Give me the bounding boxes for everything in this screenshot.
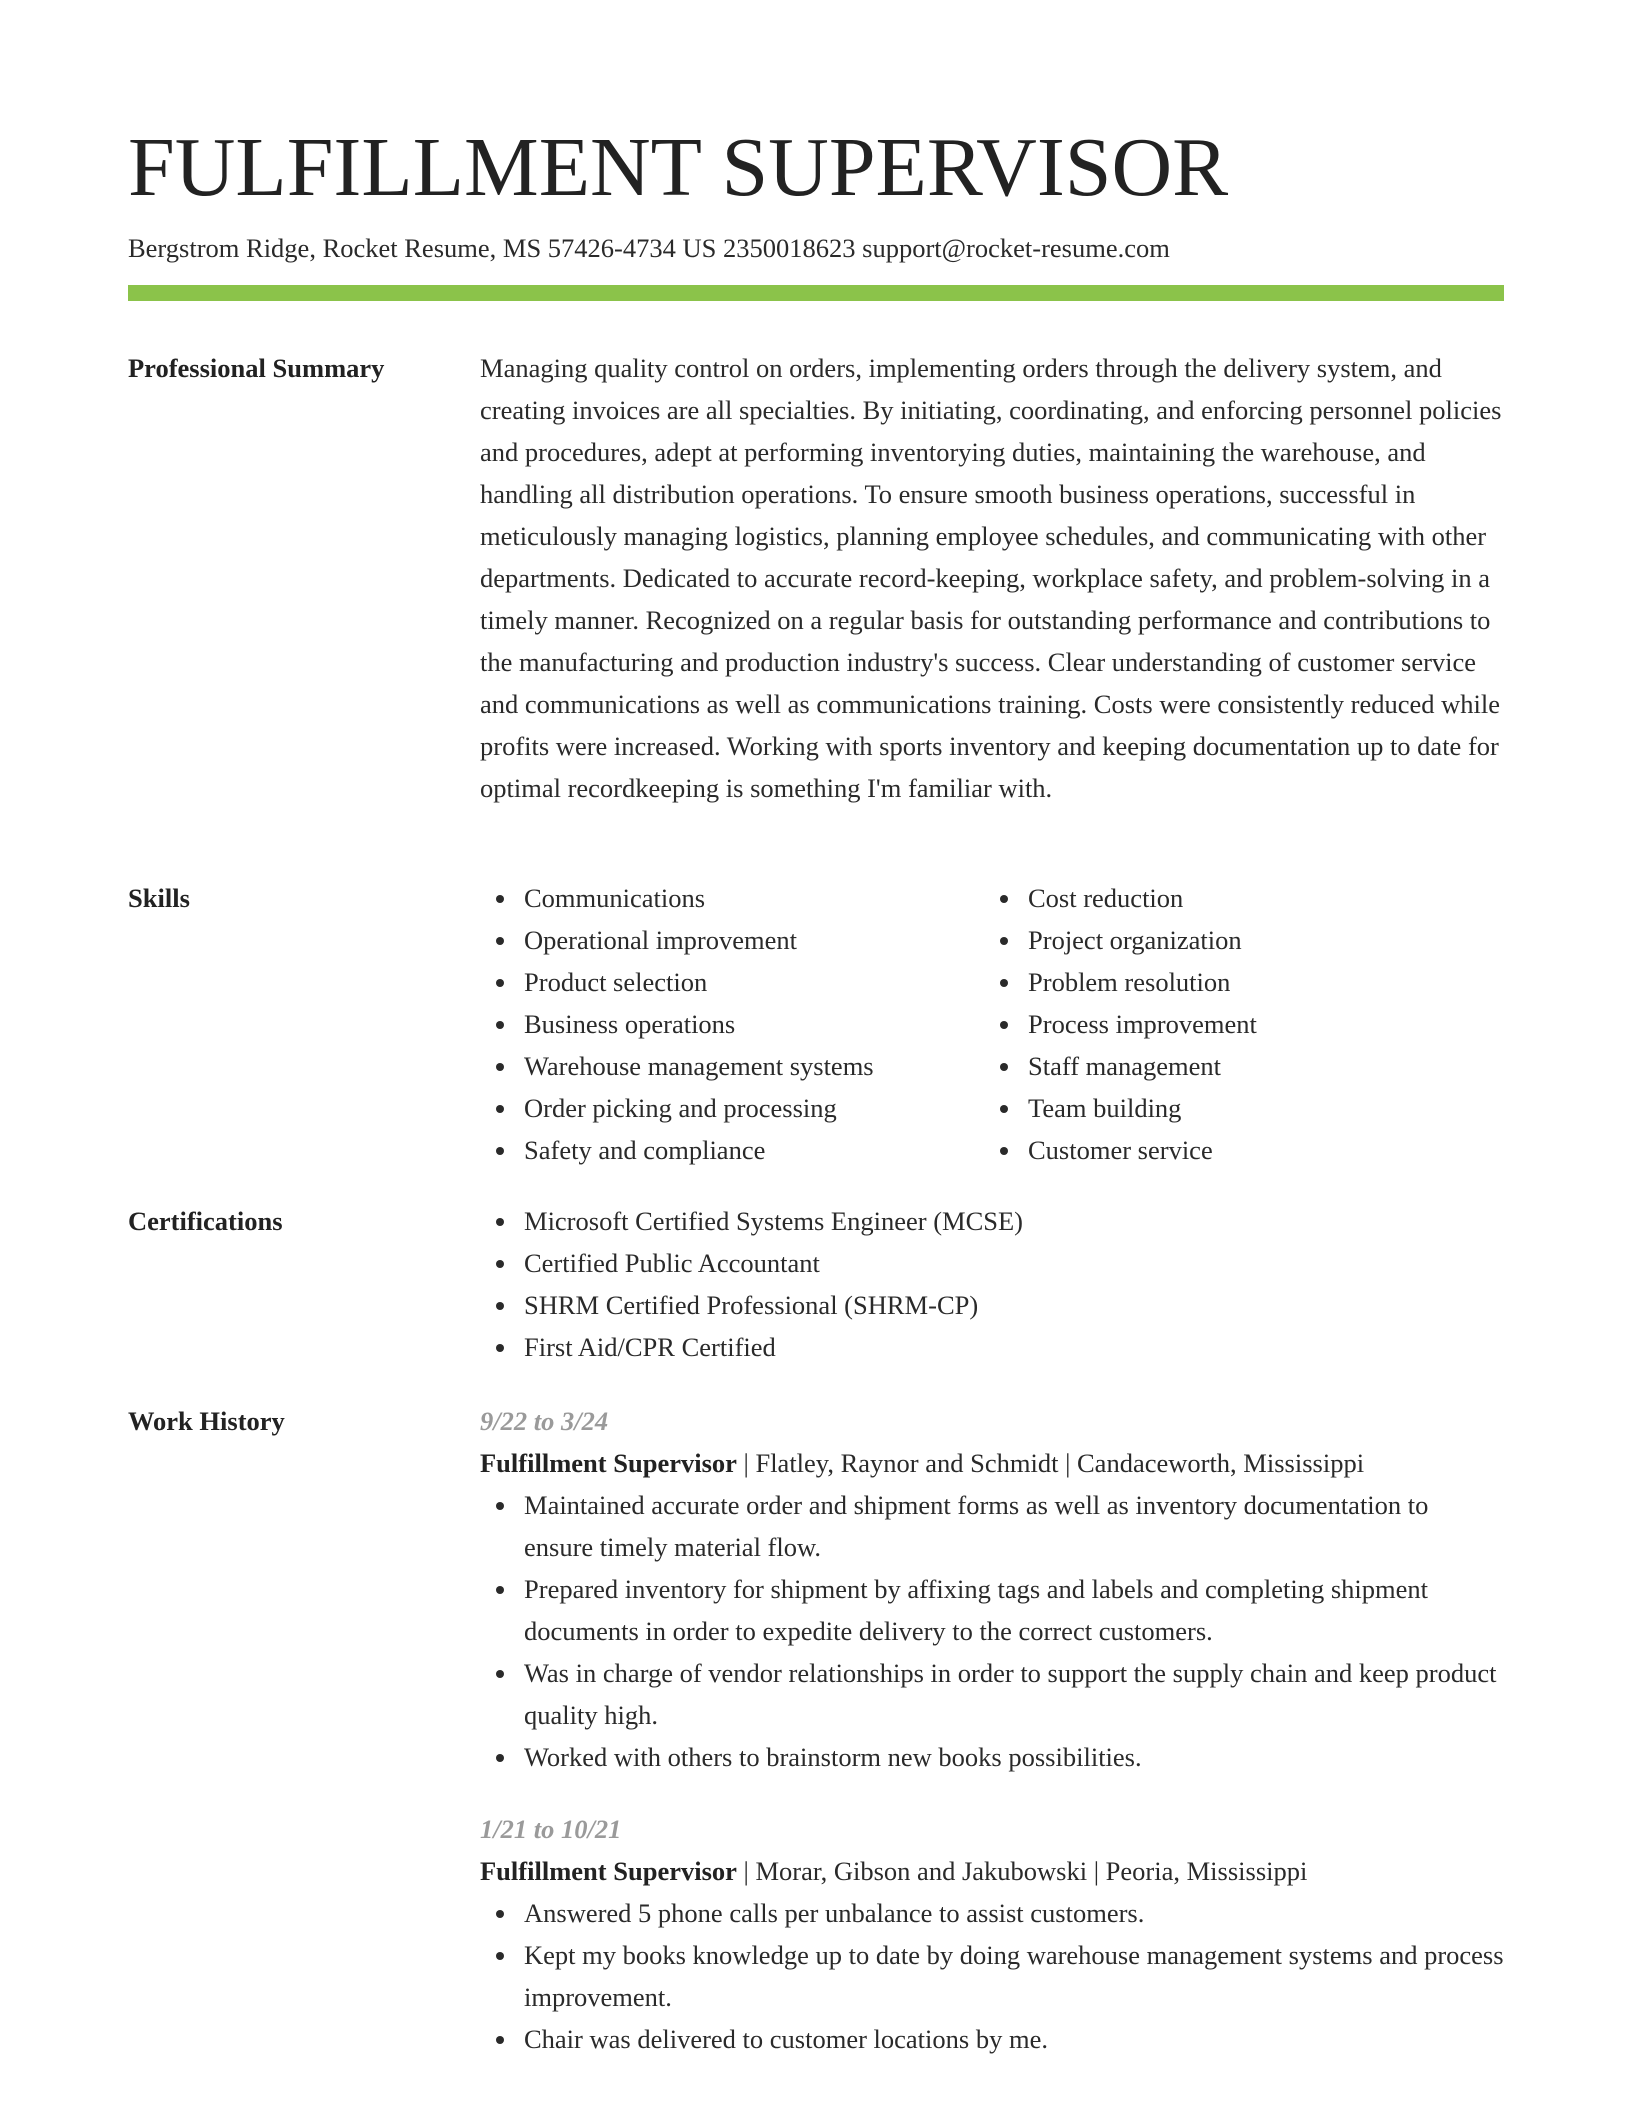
job-duty-item: Was in charge of vendor relationships in order to support the supply chain and keep product quality high. xyxy=(524,1652,1504,1736)
certifications-heading: Certifications xyxy=(128,1206,283,1236)
skill-item: Customer service xyxy=(1028,1129,1464,1171)
certifications-body xyxy=(480,1200,1504,1368)
skill-item: Process improvement xyxy=(1028,1003,1464,1045)
job-duty-item: Chair was delivered to customer locations by me. xyxy=(524,2018,1504,2060)
certification-item: Certified Public Accountant xyxy=(524,1242,1504,1284)
job-title: Fulfillment Supervisor xyxy=(480,1448,737,1478)
job-title: Fulfillment Supervisor xyxy=(480,1856,737,1886)
skill-item: Safety and compliance xyxy=(524,1129,960,1171)
summary-text: Managing quality control on orders, implementing orders through the delivery system, and creating invoices are all specialties. By initiating, coordinating, and enforcing personnel policies and procedures, adept at performing inventorying duties, maintaining the warehouse, and handling all distribution operations. To ensure smooth business operations, successful in meticulously managing logistics, planning employee schedules, and communicating with other departments. Dedicated to accurate record-keeping, workplace safety, and problem-solving in a timely manner. Recognized on a regular basis for outstanding performance and contributions to the manufacturing and production industry's success. Clear understanding of customer service and communications as well as communications training. Costs were consistently reduced while profits were increased. Working with sports inventory and keeping documentation up to date for optimal recordkeeping is something I'm familiar with. xyxy=(480,353,1502,803)
skills-body xyxy=(480,877,1504,1171)
job-employer-location: | Morar, Gibson and Jakubowski | Peoria, Mississippi xyxy=(736,1856,1308,1886)
job-duty-item: Maintained accurate order and shipment forms as well as inventory documentation to ensure timely material flow. xyxy=(524,1484,1504,1568)
skill-item: Cost reduction xyxy=(1028,877,1464,919)
skill-item: Order picking and processing xyxy=(524,1087,960,1129)
job-duty-item: Prepared inventory for shipment by affixing tags and labels and completing shipment documents in order to expedite delivery to the correct customers. xyxy=(524,1568,1504,1652)
work-history-heading: Work History xyxy=(128,1406,285,1436)
skill-item: Staff management xyxy=(1028,1045,1464,1087)
job-duties xyxy=(480,1892,1504,2060)
job-heading-line xyxy=(480,1442,1504,1484)
resume-title: FULFILLMENT SUPERVISOR xyxy=(128,121,1229,214)
skill-item: Business operations xyxy=(524,1003,960,1045)
skill-item: Problem resolution xyxy=(1028,961,1464,1003)
skill-item: Project organization xyxy=(1028,919,1464,961)
contact-line: Bergstrom Ridge, Rocket Resume, MS 57426-4734 US 2350018623 support@rocket-resume.com xyxy=(128,233,1170,263)
skill-item: Team building xyxy=(1028,1087,1464,1129)
summary-body xyxy=(480,347,1504,809)
skills-column-left xyxy=(480,877,960,1171)
job-duty-item: Worked with others to brainstorm new books possibilities. xyxy=(524,1736,1504,1778)
skills-heading: Skills xyxy=(128,883,190,913)
job-dates: 1/21 to 10/21 xyxy=(480,1814,622,1844)
job-duty-item: Kept my books knowledge up to date by doing warehouse management systems and process improvement. xyxy=(524,1934,1504,2018)
work-history-body xyxy=(480,1400,1504,2090)
certification-item: Microsoft Certified Systems Engineer (MCSE) xyxy=(524,1200,1504,1242)
certification-item: First Aid/CPR Certified xyxy=(524,1326,1504,1368)
summary-heading: Professional Summary xyxy=(128,353,385,383)
skills-column-right xyxy=(984,877,1464,1171)
job-duties xyxy=(480,1484,1504,1778)
skill-item: Warehouse management systems xyxy=(524,1045,960,1087)
job-entry xyxy=(480,1808,1504,2060)
job-entry xyxy=(480,1400,1504,1778)
skill-item: Communications xyxy=(524,877,960,919)
job-dates: 9/22 to 3/24 xyxy=(480,1406,609,1436)
skill-item: Operational improvement xyxy=(524,919,960,961)
job-heading-line xyxy=(480,1850,1504,1892)
header-divider xyxy=(128,285,1504,301)
job-employer-location: | Flatley, Raynor and Schmidt | Candaceworth, Mississippi xyxy=(736,1448,1365,1478)
job-duty-item: Answered 5 phone calls per unbalance to assist customers. xyxy=(524,1892,1504,1934)
skill-item: Product selection xyxy=(524,961,960,1003)
certification-item: SHRM Certified Professional (SHRM-CP) xyxy=(524,1284,1504,1326)
